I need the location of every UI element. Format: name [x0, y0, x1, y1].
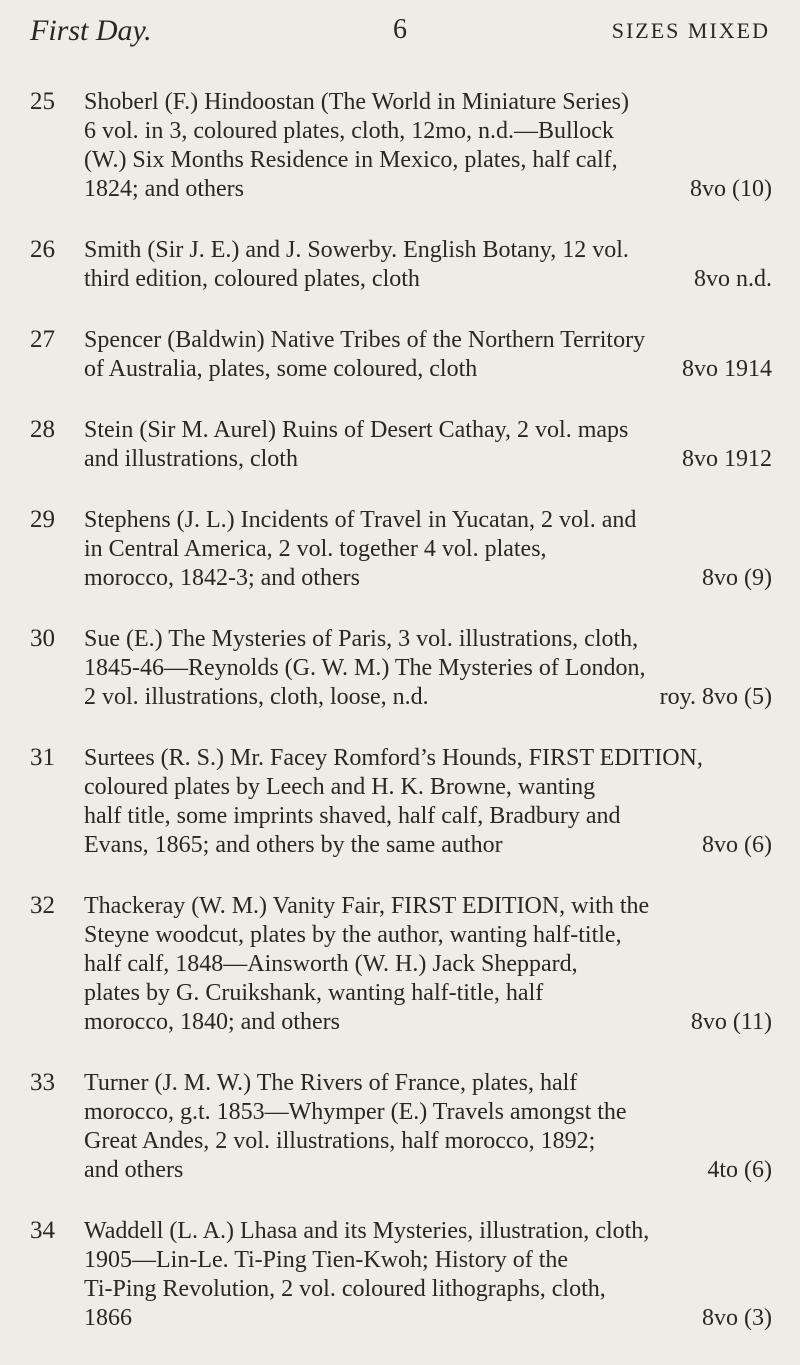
lot-line: Stephens (J. L.) Incidents of Travel in Yucatan, 2 vol. and [84, 507, 637, 533]
lot-line-text: morocco, 1842-3; and others [84, 565, 360, 591]
lot-entry [30, 236, 774, 294]
lot-line: Surtees (R. S.) Mr. Facey Romford’s Hounds, FIRST EDITION, [84, 745, 703, 771]
lot-entry [30, 506, 774, 593]
lot-line: Ti-Ping Revolution, 2 vol. coloured lithographs, cloth, [84, 1276, 606, 1302]
lot-number: 29 [30, 506, 55, 533]
lot-entry [30, 88, 774, 204]
lot-line-text: 2 vol. illustrations, cloth, loose, n.d. [84, 684, 429, 710]
lot-entry [30, 1217, 774, 1333]
lot-size-count: 8vo (9) [702, 565, 772, 591]
lot-line: 1905—Lin-Le. Ti-Ping Tien-Kwoh; History of the [84, 1247, 569, 1273]
lot-list [30, 88, 774, 1365]
lot-description [84, 326, 774, 384]
lot-size-count: 8vo n.d. [694, 266, 772, 292]
lot-size-count: 8vo 1912 [682, 446, 772, 472]
lot-number: 28 [30, 416, 55, 443]
header-day: First Day. [30, 14, 152, 47]
lot-line-last [84, 1156, 774, 1185]
lot-line-last [84, 355, 774, 384]
header-section: SIZES MIXED [611, 18, 770, 43]
lot-entry [30, 892, 774, 1037]
lot-line-text: morocco, 1840; and others [84, 1009, 340, 1035]
lot-line: morocco, g.t. 1853—Whymper (E.) Travels amongst the [84, 1099, 627, 1125]
lot-number: 27 [30, 326, 55, 353]
lot-line: 6 vol. in 3, coloured plates, cloth, 12mo, n.d.—Bullock [84, 118, 614, 144]
lot-entry [30, 1069, 774, 1185]
lot-line: half calf, 1848—Ainsworth (W. H.) Jack Sheppard, [84, 951, 578, 977]
lot-description [84, 506, 774, 593]
lot-description [84, 892, 774, 1037]
lot-line: Steyne woodcut, plates by the author, wanting half-title, [84, 922, 622, 948]
lot-line-text: of Australia, plates, some coloured, cloth [84, 356, 478, 382]
lot-line-last [84, 1304, 774, 1333]
lot-description [84, 744, 774, 860]
lot-line-text: 1824; and others [84, 176, 244, 202]
lot-size-count: 8vo 1914 [682, 356, 772, 382]
lot-line: Thackeray (W. M.) Vanity Fair, FIRST EDITION, with the [84, 893, 650, 919]
lot-line: Spencer (Baldwin) Native Tribes of the Northern Territory [84, 327, 646, 353]
lot-line: half title, some imprints shaved, half calf, Bradbury and [84, 803, 621, 829]
lot-line-last [84, 265, 774, 294]
lot-line: Sue (E.) The Mysteries of Paris, 3 vol. illustrations, cloth, [84, 626, 639, 652]
lot-size-count: roy. 8vo (5) [659, 684, 772, 710]
lot-line: (W.) Six Months Residence in Mexico, plates, half calf, [84, 147, 618, 173]
lot-description [84, 1069, 774, 1185]
lot-size-count: 8vo (11) [690, 1009, 772, 1035]
lot-line-text: 1866 [84, 1305, 132, 1331]
lot-entry [30, 326, 774, 384]
lot-entry [30, 416, 774, 474]
lot-line-text: Evans, 1865; and others by the same author [84, 832, 503, 858]
lot-description [84, 1217, 774, 1333]
lot-number: 34 [30, 1217, 55, 1244]
lot-line: Turner (J. M. W.) The Rivers of France, plates, half [84, 1070, 578, 1096]
lot-line-last [84, 175, 774, 204]
lot-line: 1845-46—Reynolds (G. W. M.) The Mysteries of London, [84, 655, 646, 681]
lot-entry [30, 744, 774, 860]
page-number: 6 [393, 14, 407, 45]
lot-line-last [84, 683, 774, 712]
lot-number: 26 [30, 236, 55, 263]
lot-line-last [84, 445, 774, 474]
lot-description [84, 625, 774, 712]
lot-line: Waddell (L. A.) Lhasa and its Mysteries, illustration, cloth, [84, 1218, 650, 1244]
lot-line-text: third edition, coloured plates, cloth [84, 266, 420, 292]
lot-size-count: 8vo (10) [690, 176, 772, 202]
lot-line-text: and illustrations, cloth [84, 446, 298, 472]
lot-line-last [84, 1008, 774, 1037]
lot-number: 30 [30, 625, 55, 652]
lot-description [84, 416, 774, 474]
lot-number: 25 [30, 88, 55, 115]
lot-entry [30, 625, 774, 712]
lot-line: plates by G. Cruikshank, wanting half-title, half [84, 980, 544, 1006]
lot-line: Great Andes, 2 vol. illustrations, half morocco, 1892; [84, 1128, 596, 1154]
lot-size-count: 8vo (6) [702, 832, 772, 858]
lot-number: 33 [30, 1069, 55, 1096]
lot-line-last [84, 564, 774, 593]
lot-number: 32 [30, 892, 55, 919]
lot-size-count: 4to (6) [707, 1157, 772, 1183]
lot-line: Smith (Sir J. E.) and J. Sowerby. English Botany, 12 vol. [84, 237, 629, 263]
page-header [30, 14, 770, 54]
lot-line: coloured plates by Leech and H. K. Browne, wanting [84, 774, 596, 800]
lot-description [84, 236, 774, 294]
lot-size-count: 8vo (3) [702, 1305, 772, 1331]
lot-number: 31 [30, 744, 55, 771]
lot-description [84, 88, 774, 204]
lot-line-last [84, 831, 774, 860]
lot-line: in Central America, 2 vol. together 4 vol. plates, [84, 536, 547, 562]
lot-line-text: and others [84, 1157, 184, 1183]
lot-line: Shoberl (F.) Hindoostan (The World in Miniature Series) [84, 89, 629, 115]
lot-line: Stein (Sir M. Aurel) Ruins of Desert Cathay, 2 vol. maps [84, 417, 629, 443]
